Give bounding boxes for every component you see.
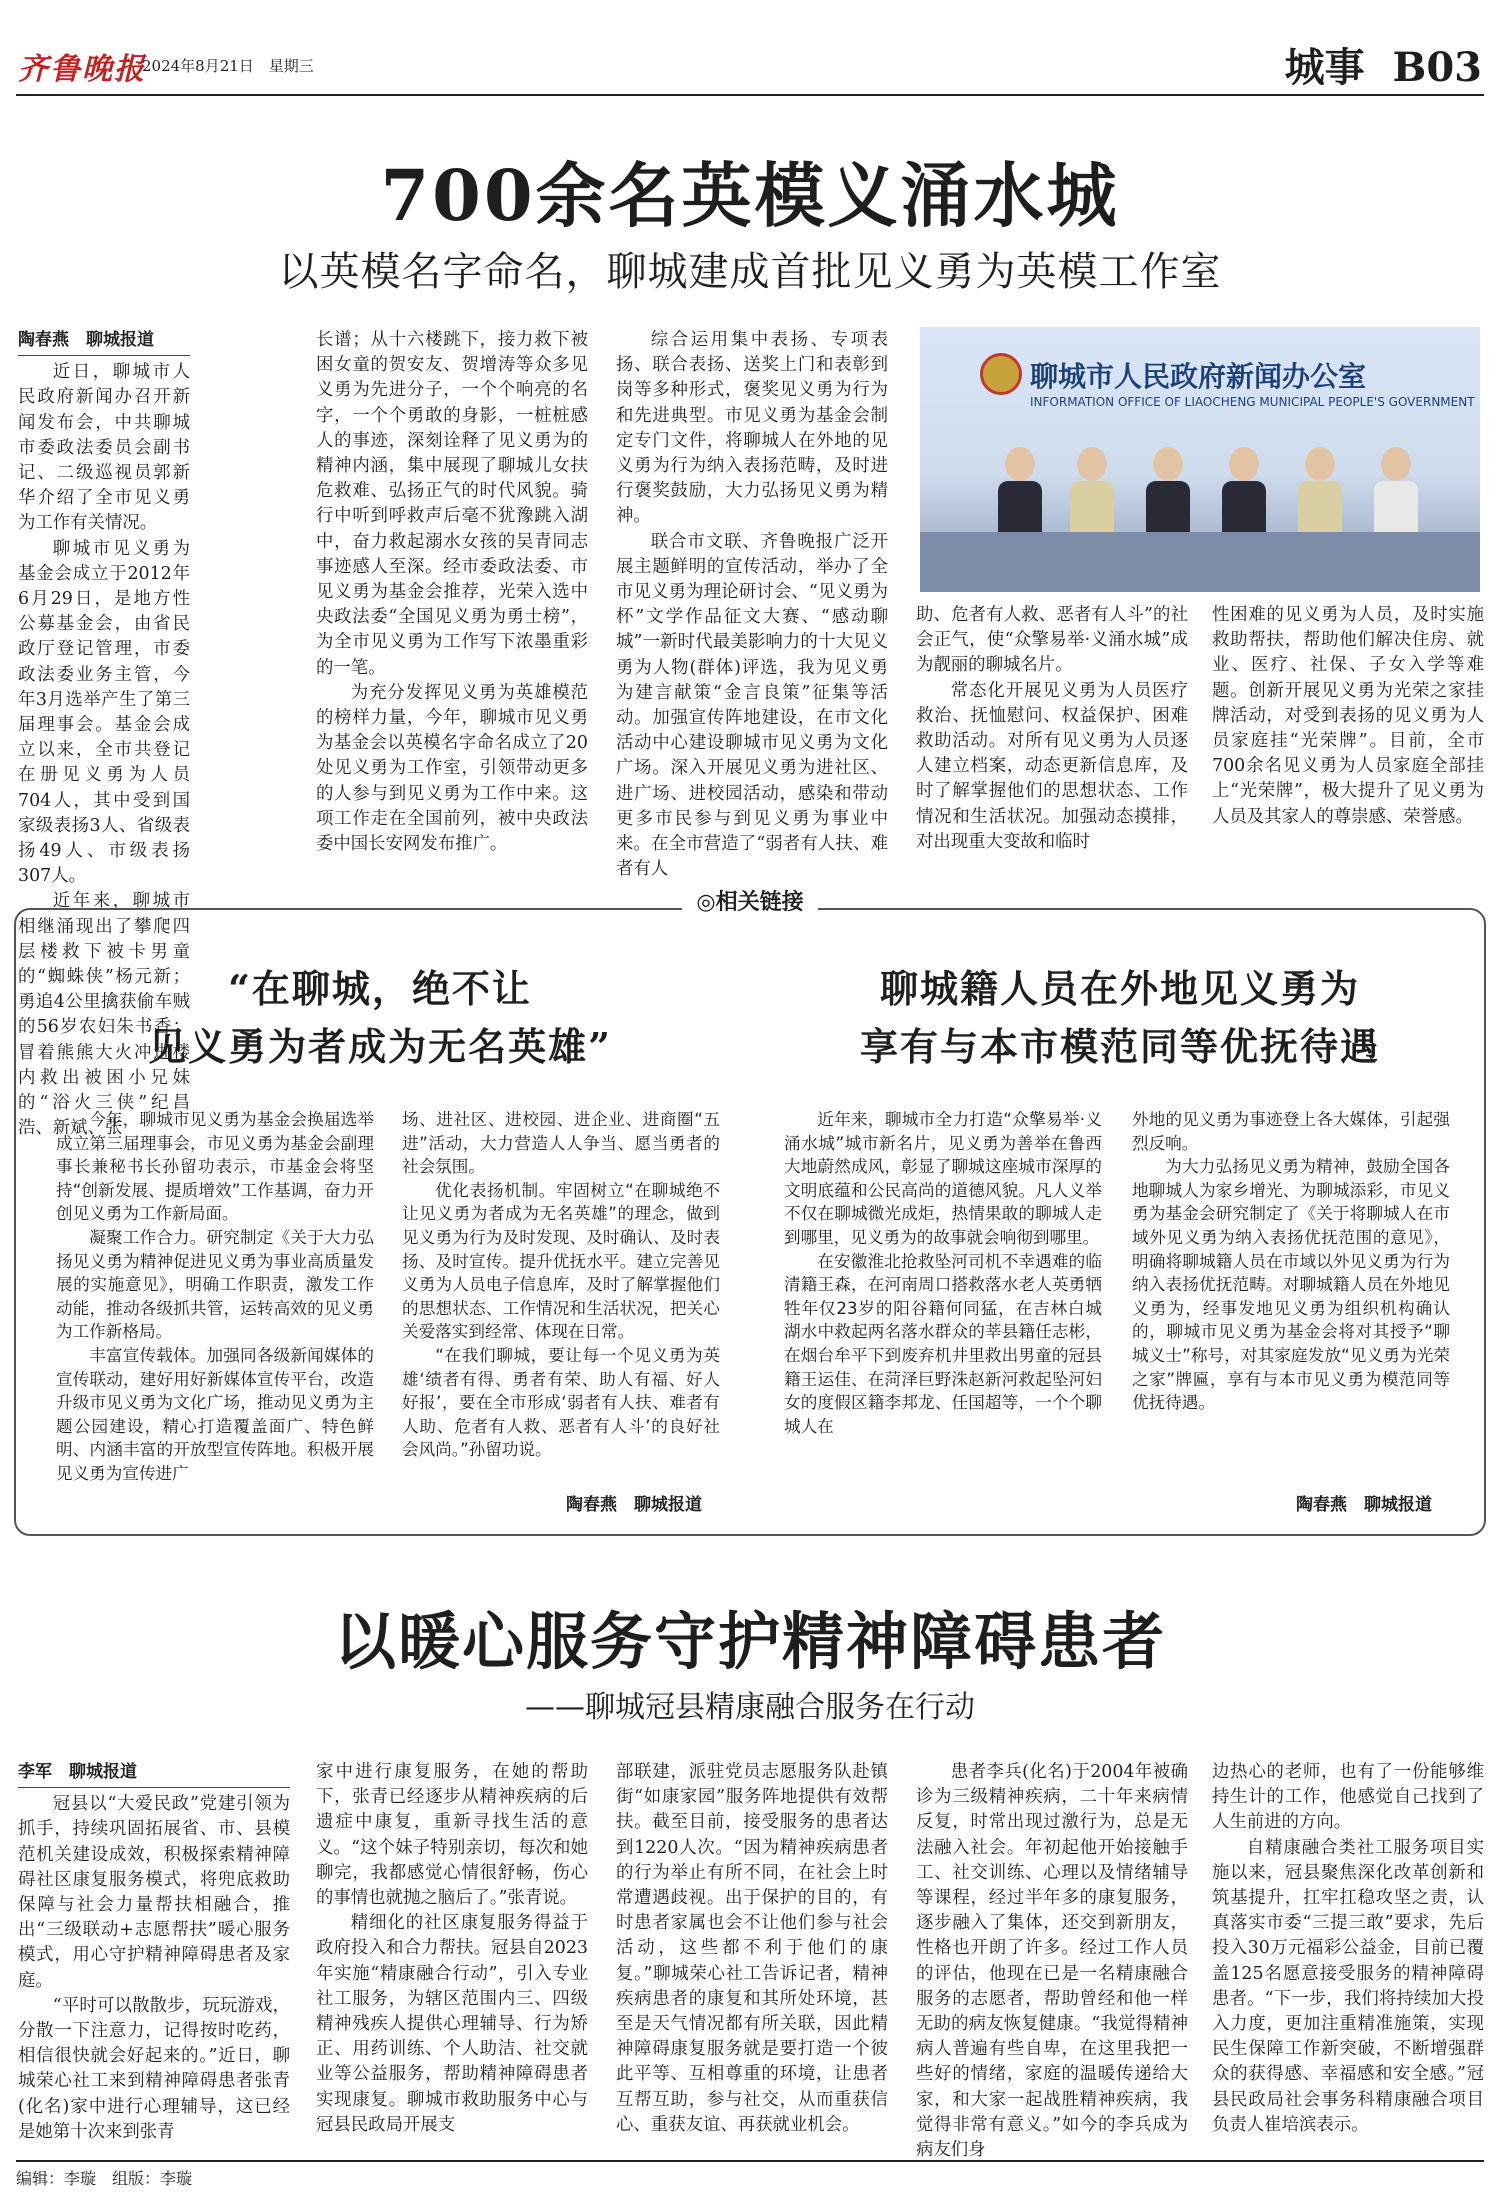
paragraph: 常态化开展见义勇为人员医疗救治、抚恤慰问、权益保护、困难救助活动。对所有见义勇为人员逐人建立档案，动态更新信息库，及时了解掌握他们的思想状态、工作情况和生活状况。加强动态摸排，对出现重大变故和临时 [916, 680, 1188, 852]
bottom-col-1 [18, 1760, 290, 2150]
paragraph: 患者李兵(化名)于2004年被确诊为三级精神疾病，二十年来病情反复，时常出现过激行为，总是无法融入社会。年初起他开始接触手工、社交训练、心理以及情绪辅导等课程，经过半年多的康复服务，逐步融入了集体，还交到新朋友，性格也开朗了许多。经过工作人员的评估，他现在已是一名精康融合服务的志愿者，帮助曾经和他一样无助的病友恢复健康。“我觉得精神病人普遍有些自卑，在这里我把一些好的情绪，家庭的温暖传递给大家，和大家一起战胜精神疾病，我觉得非常有意义。”如今的李兵成为病友们身 [916, 1762, 1188, 2161]
top-col-1 [18, 328, 190, 1139]
speaker-figure [1000, 447, 1040, 537]
top-col-4 [916, 603, 1188, 858]
paragraph: “在我们聊城，要让每一个见义勇为英雄‘绩者有得、勇者有荣、助人有福、好人好报’，要在全市形成‘弱者有人扶、难者有人助、危者有人救、恶者有人斗’的良好社会风尚。”孙留功说。 [402, 1345, 720, 1460]
paragraph: 近年来，聊城市全力打造“众擎易举·义涌水城”城市新名片，见义勇为善举在鲁西大地蔚然成风，彰显了聊城这座城市深厚的文明底蕴和公民高尚的道德风貌。凡人义举不仅在聊城微光成炬，热情果敢的聊城人走到哪里，见义勇为的故事就会响彻到哪里。 [784, 1110, 1102, 1247]
speaker-figure [1224, 447, 1264, 537]
issue-date: 2024年8月21日 星期三 [142, 57, 314, 75]
paragraph: 家中进行康复服务，在她的帮助下，张青已经逐步从精神疾病的后遗症中康复，重新寻找生活的意义。“这个妹子特别亲切，每次和她聊完，我都感觉心情很舒畅，伤心的事情也就抛之脑后了。”张青说。 [316, 1762, 588, 1909]
related-left-signature: 陶春燕 聊城报道 [566, 1495, 702, 1515]
paragraph: 优化表扬机制。牢固树立“在聊城绝不让见义勇为者成为无名英雄”的理念，做到见义勇为行为及时发现、及时确认、及时表扬、及时宣传。提升优抚水平。建立完善见义勇为人员电子信息库，及时了解掌握他们的思想状态、工作情况和生活状况，把关心关爱落实到经常、体现在日常。 [402, 1180, 720, 1342]
title-line: 见义勇为者成为无名英雄” [148, 1024, 612, 1069]
top-col-2 [316, 328, 588, 858]
related-links-label [0, 885, 1500, 916]
top-subheadline: 以英模名字命名，聊城建成首批见义勇为英模工作室 [278, 249, 1222, 295]
photo-banner-subtitle: INFORMATION OFFICE OF LIAOCHENG MUNICIPAL PEOPLE'S GOVERNMENT [1030, 395, 1475, 409]
related-left-title [30, 960, 730, 1076]
bottom-subheadline: ——聊城冠县精康融合服务在行动 [525, 1690, 975, 1725]
emblem-icon [980, 353, 1022, 395]
top-byline: 陶春燕 聊城报道 [18, 328, 190, 356]
paragraph: 自精康融合类社工服务项目实施以来，冠县聚焦深化改革创新和筑基提升，扛牢扛稳攻坚之责，认真落实市委“三提三敢”要求，先后投入30万元福彩公益金，目前已覆盖125名愿意接受服务的精神障碍患者。“下一步，我们将持续加大投入力度，更加注重精准施策，实现民生保障工作新突破，不断增强群众的获得感、幸福感和安全感。”冠县民政局社会事务科精康融合项目负责人崔培滨表示。 [1212, 1837, 1484, 2135]
related-left-col-1 [56, 1108, 374, 1512]
paragraph: 为大力弘扬见义勇为精神，鼓励全国各地聊城人为家乡增光、为聊城添彩，市见义勇为基金会研究制定了《关于将聊城人在市域外见义勇为纳入表扬优抚范围的意见》，明确将聊城籍人员在市域以外见义勇为行为纳入表扬优抚范畴。对聊城籍人员在外地见义勇为，经事发地见义勇为组织机构确认的，聊城市见义勇为基金会将对其授予“聊城义士”称号，对其家庭发放“见义勇为光荣之家”牌匾，享有与本市见义勇为模范同等优抚待遇。 [1132, 1157, 1450, 1413]
related-right-col-2 [1132, 1108, 1450, 1488]
bottom-col-4 [916, 1760, 1188, 2161]
paragraph: 为充分发挥见义勇为英雄模范的榜样力量，今年，聊城市见义勇为基金会以英模名字命名成立了20处见义勇为工作室，引领带动更多的人参与到见义勇为工作中来。这项工作走在全国前列，被中央政法委中国长安网发布推广。 [316, 682, 588, 855]
paragraph: 长谱；从十六楼跳下，接力救下被困女童的贺安友、贺增涛等众多见义勇为先进分子，一个个响亮的名字，一个个勇敢的身影，一桩桩感人的事迹，深刻诠释了见义勇为的精神内涵，集中展现了聊城儿女扶危救难、弘扬正气的时代风貌。骑行中听到呼救声后毫不犹豫跳入湖中，奋力救起溺水女孩的吴青同志事迹感人至深。经市委政法委、市见义勇为基金会推荐，光荣入选中央政法委“全国见义勇为勇士榜”，为全市见义勇为工作写下浓墨重彩的一笔。 [316, 330, 588, 678]
title-line: 享有与本市模范同等优抚待遇 [859, 1024, 1380, 1069]
paragraph: “平时可以散散步，玩玩游戏，分散一下注意力，记得按时吃药，相信很快就会好起来的。”近日，聊城荣心社工来到精神障碍患者张青(化名)家中进行心理辅导，这已经是她第十次来到张青 [18, 1995, 290, 2142]
paragraph: 助、危者有人救、恶者有人斗”的社会正气，使“众擎易举·义涌水城”成为靓丽的聊城名片。 [916, 605, 1188, 676]
paragraph: 冠县以“大爱民政”党建引领为抓手，持续巩固拓展省、市、县模范机关建设成效，积极探索精神障碍社区康复服务模式，将兜底救助保障与社会力量帮扶相融合，推出“三级联动+志愿帮扶”暖心服务模式，用心守护精神障碍患者及家庭。 [18, 1794, 290, 1991]
bottom-col-2 [316, 1760, 588, 2150]
top-col-5 [1212, 603, 1484, 858]
title-line: 聊城籍人员在外地见义勇为 [879, 966, 1360, 1011]
section-name: 城事 [1284, 44, 1365, 91]
speaker-figure [1300, 447, 1340, 537]
related-links-text: ◎相关链接 [682, 885, 817, 916]
related-left-col-2 [402, 1108, 720, 1488]
paragraph: 联合市文联、齐鲁晚报广泛开展主题鲜明的宣传活动，举办了全市见义勇为理论研讨会、“见义勇为杯”文学作品征文大赛、“感动聊城”一新时代最美影响力的十大见义勇为人物(群体)评选，我为见义勇为建言献策“金言良策”征集等活动。加强宣传阵地建设，在市文化活动中心建设聊城市见义勇为文化广场。深入开展见义勇为进社区、进广场、进校园活动，感染和带动更多市民参与到见义勇为事业中来。在全市营造了“弱者有人扶、难者有人 [616, 531, 888, 880]
related-right-col-1 [784, 1108, 1102, 1512]
bottom-headline: 以暖心服务守护精神障碍患者 [333, 1605, 1166, 1678]
photo-banner-title: 聊城市人民政府新闻办公室 [1030, 360, 1367, 393]
paragraph: 近日，聊城市人民政府新闻办召开新闻发布会，中共聊城市委政法委员会副书记、二级巡视员郭新华介绍了全市见义勇为工作有关情况。 [18, 362, 190, 534]
speaker-figure [1376, 447, 1416, 537]
paragraph: 今年，聊城市见义勇为基金会换届选举成立第三届理事会，市见义勇为基金会副理事长兼秘书长孙留功表示，市基金会将坚持“创新发展、提质增效”工作基调，奋力开创见义勇为工作新局面。 [56, 1110, 374, 1224]
paragraph: 场、进社区、进校园、进企业、进商圈“五进”活动，大力营造人人争当、愿当勇者的社会氛围。 [402, 1110, 720, 1177]
paragraph: 边热心的老师，也有了一份能够维持生计的工作，他感觉自己找到了人生前进的方向。 [1212, 1762, 1484, 1833]
masthead-logo: 齐鲁晚报 [18, 52, 146, 87]
bottom-col-5 [1212, 1760, 1484, 2150]
conference-table [920, 532, 1480, 592]
paragraph: 聊城市见义勇为基金会成立于2012年6月29日，是地方性公募基金会，由省民政厅登记管理，市委政法委业务主管，今年3月选举产生了第三届理事会。基金会成立以来，全市共登记在册见义勇为人员704人，其中受到国家级表扬3人、省级表扬49人、市级表扬307人。 [18, 538, 190, 887]
footer-credits: 编辑：李璇 组版：李璇 [16, 2160, 1484, 2189]
speaker-figure [1148, 447, 1188, 537]
paragraph: 外地的见义勇为事迹登上各大媒体，引起强烈反响。 [1132, 1110, 1450, 1153]
page-number: B03 [1392, 44, 1482, 91]
speaker-figure [1072, 447, 1112, 537]
paragraph: 在安徽淮北抢救坠河司机不幸遇难的临清籍王森，在河南周口搭救落水老人英勇牺牲年仅23岁的阳谷籍何同猛，在吉林白城湖水中救起两名落水群众的莘县籍任志彬，在烟台牟平下到废弃机井里救出男童的冠县籍王运佳、在菏泽巨野洙赵新河救起坠河妇女的度假区籍李邦龙、任国超等，一个个聊城人在 [784, 1251, 1102, 1436]
related-right-title [770, 960, 1470, 1076]
paragraph: 部联建，派驻党员志愿服务队赴镇街“如康家园”服务阵地提供有效帮扶。截至目前，接受服务的患者达到1220人次。“因为精神疾病患者的行为举止有所不同，在社会上时常遭遇歧视。出于保护的目的，有时患者家属也会不让他们参与社会活动，这些都不利于他们的康复。”聊城荣心社工告诉记者，精神疾病患者的康复和其所处环境，甚至是天气情况都有所关联，因此精神障碍康复服务就是要打造一个彼此平等、互相尊重的环境，让患者互帮互助，参与社交，从而重获信心、重获友谊、再获就业机会。 [616, 1762, 888, 2135]
paragraph: 性困难的见义勇为人员，及时实施救助帮扶，帮助他们解决住房、就业、医疗、社保、子女入学等难题。创新开展见义勇为光荣之家挂牌活动，对受到表扬的见义勇为人员家庭挂“光荣牌”。目前，全市700余名见义勇为人员家庭全部挂上“光荣牌”，极大提升了见义勇为人员及其家人的尊崇感、荣誉感。 [1212, 605, 1484, 827]
bottom-byline: 李军 聊城报道 [18, 1760, 290, 1788]
top-headline: 700余名英模义涌水城 [380, 154, 1120, 237]
paragraph: 凝聚工作合力。研究制定《关于大力弘扬见义勇为精神促进见义勇为事业高质量发展的实施意见》，明确工作职责，激发工作动能，推动各级抓共管，运转高效的见义勇为工作新格局。 [56, 1227, 374, 1342]
title-line: “在聊城，绝不让 [228, 966, 532, 1011]
bottom-col-3 [616, 1760, 888, 2150]
header-rule [16, 94, 1484, 96]
paragraph: 综合运用集中表扬、专项表扬、联合表扬、送奖上门和表彰到岗等多种形式，褒奖见义勇为行为和先进典型。市见义勇为基金会制定专门文件，将聊城人在外地的见义勇为行为纳入表扬范畴，及时进行褒奖鼓励，大力弘扬见义勇为精神。 [616, 330, 888, 527]
top-col-3 [616, 328, 888, 880]
press-conference-photo [920, 327, 1480, 592]
related-right-signature: 陶春燕 聊城报道 [1296, 1495, 1432, 1515]
paragraph: 近年来，聊城市相继涌现出了攀爬四层楼救下被卡男童的“蜘蛛侠”杨元新；勇追4公里擒获偷车贼的56岁农妇朱书香；冒着熊熊大火冲进楼内救出被困小兄妹的“浴火三侠”纪昌浩、新斌、张 [18, 891, 190, 1139]
paragraph: 丰富宣传载体。加强同各级新闻媒体的宣传联动，建好用好新媒体宣传平台，改造升级市见义勇为文化广场，推动见义勇为主题公园建设，精心打造覆盖面广、特色鲜明、内涵丰富的开放型宣传阵地。积极开展见义勇为宣传进广 [56, 1345, 374, 1483]
paragraph: 精细化的社区康复服务得益于政府投入和合力帮扶。冠县自2023年实施“精康融合行动”，引入专业社工服务，为辖区范围内三、四级精神残疾人提供心理辅导、行为矫正、用药训练、个人助洁、社交就业等公益服务，帮助精神障碍患者实现康复。聊城市救助服务中心与冠县民政局开展支 [316, 1913, 588, 2135]
section-page [1285, 36, 1482, 93]
